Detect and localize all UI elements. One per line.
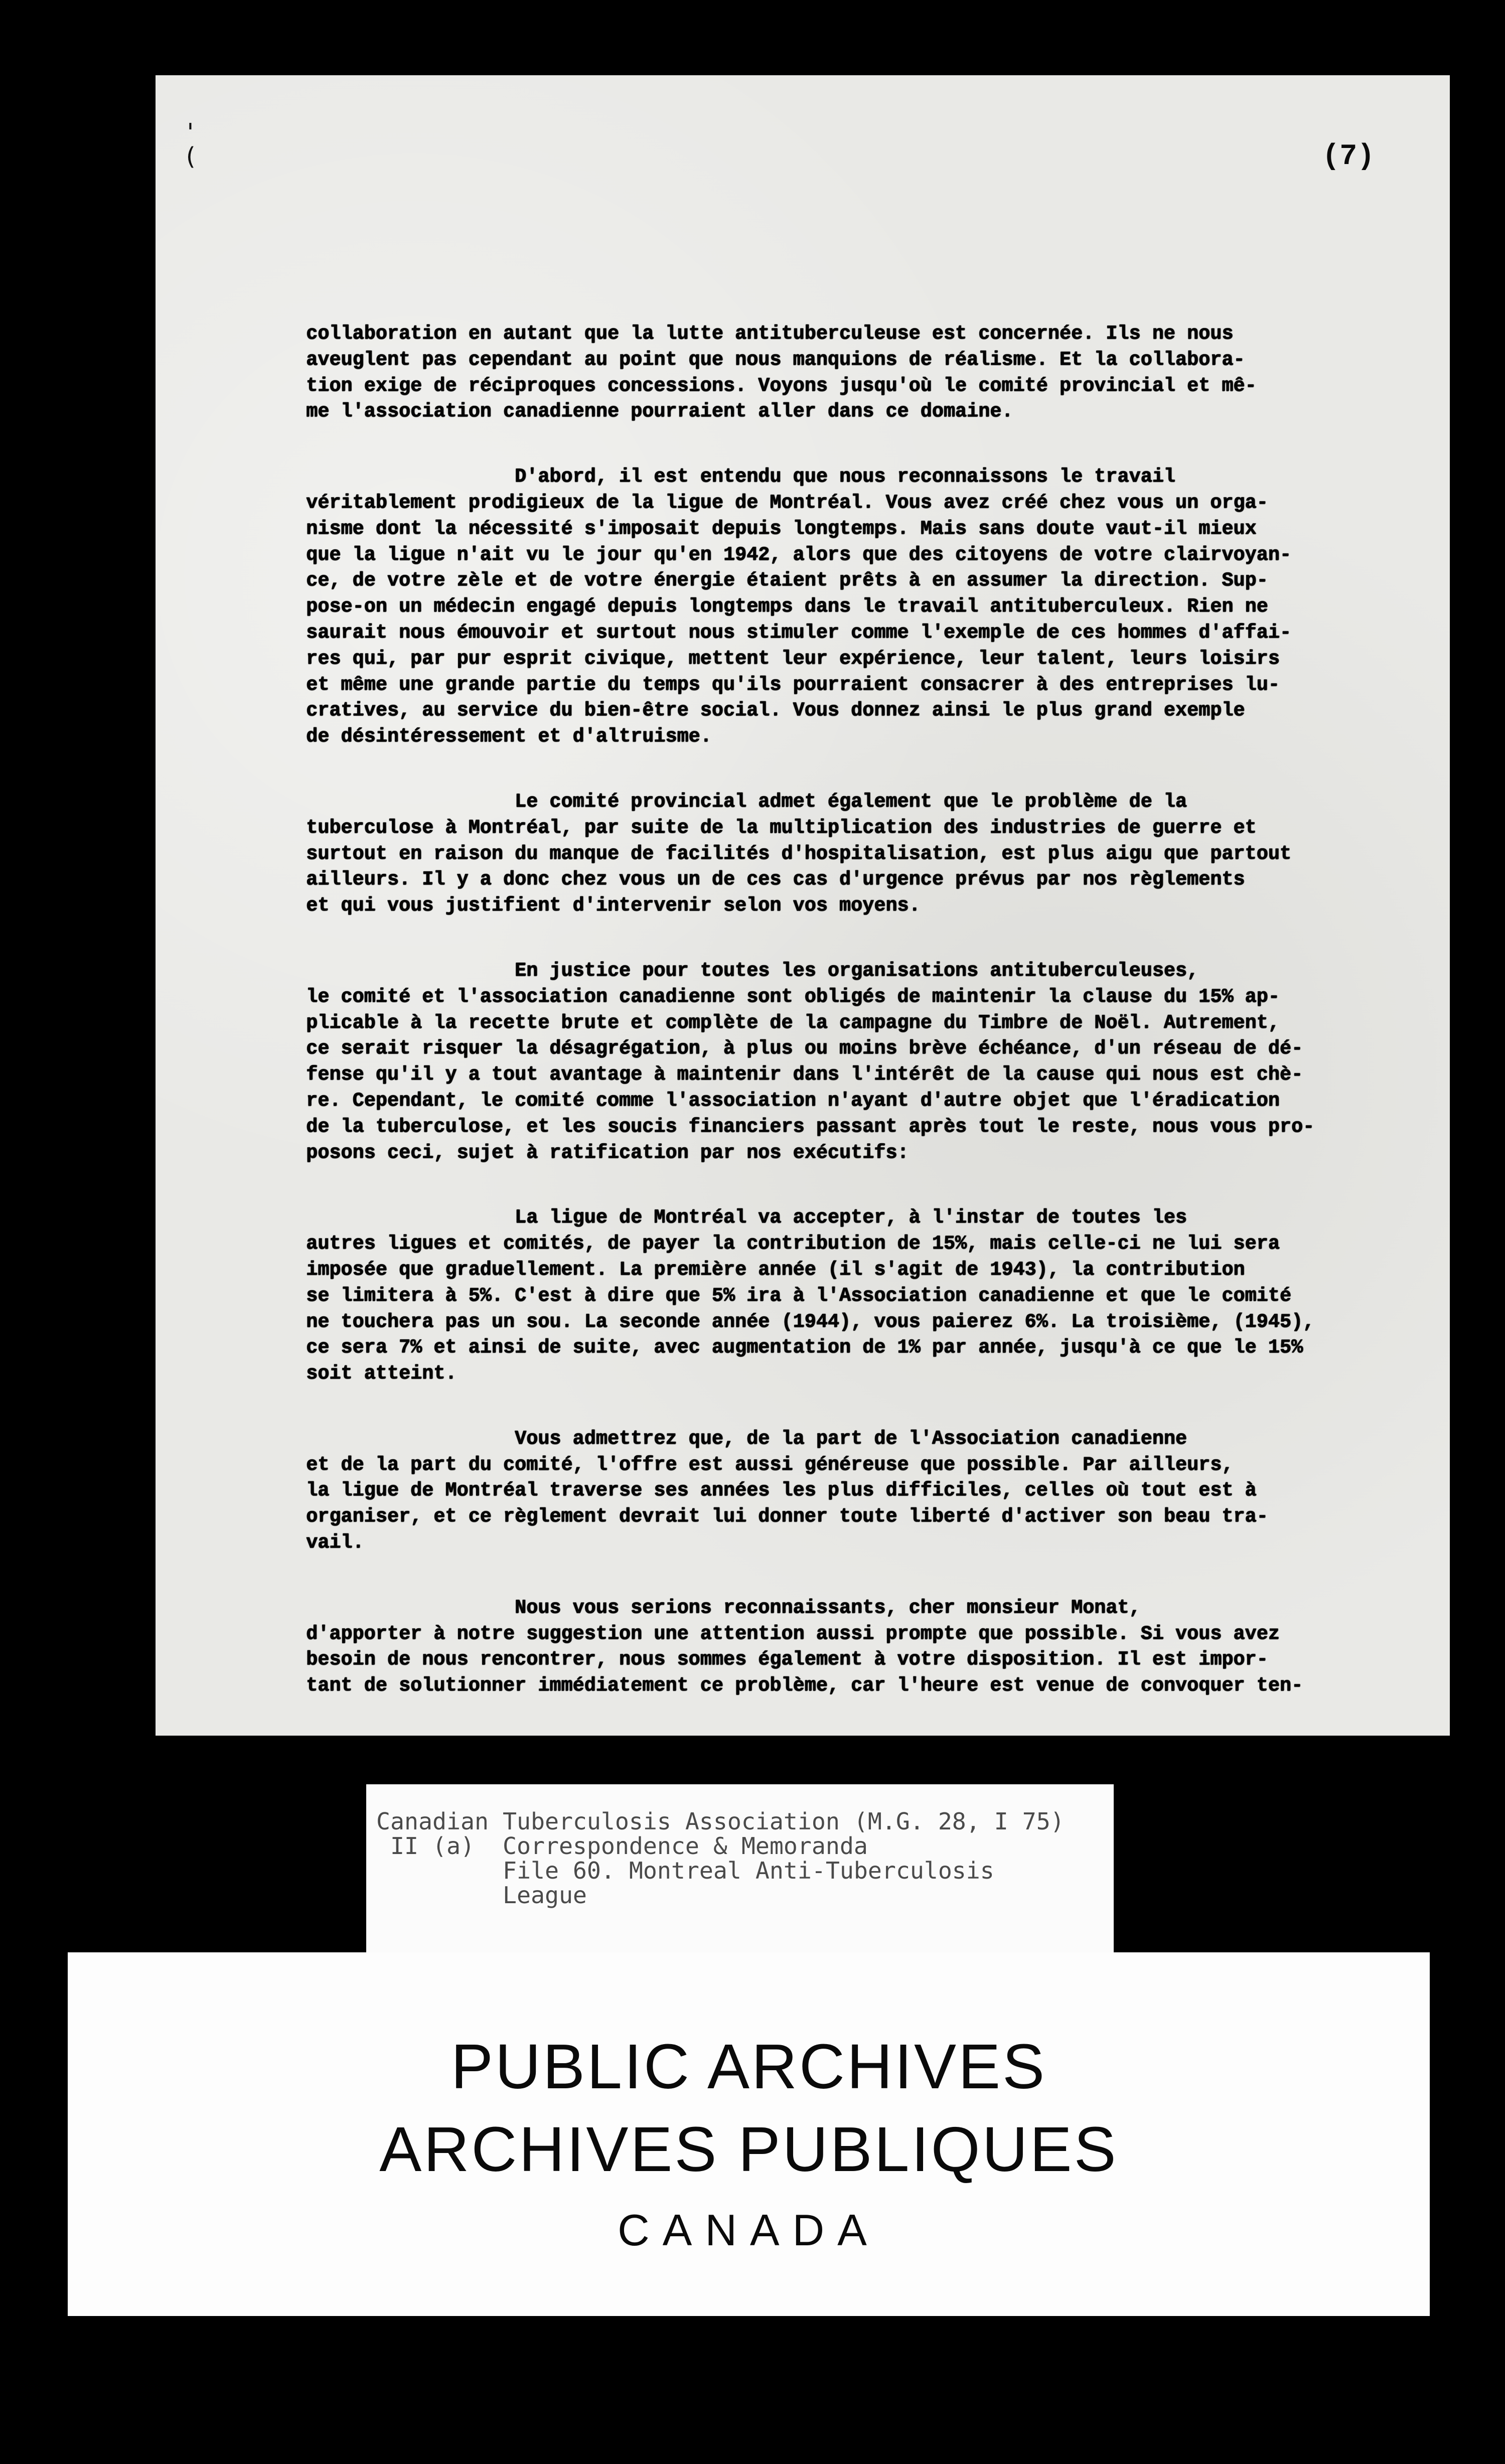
document-page [156, 75, 1450, 1736]
letter-line: ce sera 7% et ainsi de suite, avec augmentation de 1% par année, jusqu'à ce que le 15% [306, 1336, 1303, 1359]
letter-line: et qui vous justifient d'intervenir selon vos moyens. [306, 894, 921, 917]
label-line: File 60. Montreal Anti-Tuberculosis [376, 1857, 994, 1884]
letter-line: collaboration en autant que la lutte antituberculeuse est concernée. Ils ne nous [306, 323, 1234, 345]
letter-line: se limitera à 5%. C'est à dire que 5% ira à l'Association canadienne et que le comité [306, 1284, 1291, 1307]
letter-line: ce, de votre zèle et de votre énergie étaient prêts à en assumer la direction. Sup- [306, 569, 1268, 592]
label-line: Canadian Tuberculosis Association (M.G. 28, I 75) [376, 1808, 1065, 1835]
letter-line: organiser, et ce règlement devrait lui donner toute liberté d'activer son beau tra- [306, 1505, 1268, 1528]
letter-line: de désintéressement et d'altruisme. [306, 725, 712, 748]
letter-line: fense qu'il y a tout avantage à maintenir dans l'intérêt de la cause qui nous est chè- [306, 1063, 1303, 1086]
letter-line: tion exige de réciproques concessions. Voyons jusqu'où le comité provincial et mê- [306, 374, 1257, 397]
corner-mark: ' ( [183, 118, 198, 171]
letter-line: tuberculose à Montréal, par suite de la multiplication des industries de guerre et [306, 816, 1257, 839]
page-number: (7) [1322, 140, 1375, 173]
letter-line: D'abord, il est entendu que nous reconnaissons le travail [306, 466, 1175, 488]
letter-line: que la ligue n'ait vu le jour qu'en 1942, alors que des citoyens de votre clairvoyan- [306, 543, 1291, 566]
letter-line: Le comité provincial admet également que le problème de la [306, 790, 1187, 813]
letter-line: d'apporter à notre suggestion une attention aussi prompte que possible. Si vous avez [306, 1622, 1280, 1645]
paragraph-gap [306, 750, 1370, 789]
letter-line: tant de solutionner immédiatement ce problème, car l'heure est venue de convoquer ten- [306, 1674, 1303, 1697]
letter-line: le comité et l'association canadienne sont obligés de maintenir la clause du 15% ap- [306, 985, 1280, 1008]
paragraph-gap [306, 425, 1370, 464]
letter-line: nisme dont la nécessité s'imposait depuis longtemps. Mais sans doute vaut-il mieux [306, 517, 1257, 540]
letter-line: autres ligues et comités, de payer la contribution de 15%, mais celle-ci ne lui sera [306, 1233, 1280, 1255]
letter-line: me l'association canadienne pourraient aller dans ce domaine. [306, 400, 1013, 423]
paragraph-gap [306, 919, 1370, 958]
letter-line: véritablement prodigieux de la ligue de Montréal. Vous avez créé chez vous un orga- [306, 491, 1268, 514]
letter-line: aveuglent pas cependant au point que nous manquions de réalisme. Et la collabora- [306, 348, 1245, 371]
letter-line: res qui, par pur esprit civique, mettent leur expérience, leur talent, leurs loisirs [306, 647, 1280, 670]
letter-line: plicable à la recette brute et complète de la campagne du Timbre de Noël. Autrement, [306, 1011, 1280, 1034]
typed-letter-body [306, 321, 1370, 1699]
letter-line: vail. [306, 1531, 364, 1554]
archive-file-label [366, 1784, 1114, 1952]
letter-line: surtout en raison du manque de facilités d'hospitalisation, est plus aigu que partout [306, 842, 1291, 865]
banner-french-title: ARCHIVES PUBLIQUES [379, 2114, 1118, 2185]
letter-line: posons ceci, sujet à ratification par nos exécutifs: [306, 1141, 909, 1164]
paragraph-gap [306, 1556, 1370, 1595]
letter-line: besoin de nous rencontrer, nous sommes également à votre disposition. Il est impor- [306, 1648, 1268, 1671]
letter-line: soit atteint. [306, 1362, 457, 1385]
letter-line: et même une grande partie du temps qu'ils pourraient consacrer à des entreprises lu- [306, 673, 1280, 696]
letter-line: ce serait risquer la désagrégation, à plus ou moins brève échéance, d'un réseau de dé- [306, 1037, 1303, 1060]
letter-line: pose-on un médecin engagé depuis longtemps dans le travail antituberculeux. Rien ne [306, 595, 1268, 618]
banner-country: CANADA [618, 2205, 880, 2255]
letter-line: Vous admettrez que, de la part de l'Association canadienne [306, 1427, 1187, 1450]
letter-line: cratives, au service du bien-être social. Vous donnez ainsi le plus grand exemple [306, 699, 1245, 722]
letter-line: Nous vous serions reconnaissants, cher monsieur Monat, [306, 1596, 1141, 1619]
letter-line: ailleurs. Il y a donc chez vous un de ces cas d'urgence prévus par nos règlements [306, 868, 1245, 891]
letter-line: et de la part du comité, l'offre est aussi généreuse que possible. Par ailleurs, [306, 1453, 1234, 1476]
public-archives-banner [68, 1952, 1430, 2316]
letter-line: re. Cependant, le comité comme l'association n'ayant d'autre objet que l'éradication [306, 1089, 1280, 1112]
letter-line: imposée que graduellement. La première année (il s'agit de 1943), la contribution [306, 1258, 1245, 1281]
letter-line: ne touchera pas un sou. La seconde année (1944), vous paierez 6%. La troisième, (1945), [306, 1310, 1315, 1333]
label-line: II (a) Correspondence & Memoranda [376, 1832, 868, 1860]
letter-line: de la tuberculose, et les soucis financiers passant après tout le reste, nous vous pro- [306, 1115, 1315, 1138]
letter-line: la ligue de Montréal traverse ses années les plus difficiles, celles où tout est à [306, 1479, 1257, 1502]
banner-english-title: PUBLIC ARCHIVES [450, 2031, 1047, 2102]
paragraph-gap [306, 1166, 1370, 1205]
letter-line: La ligue de Montréal va accepter, à l'instar de toutes les [306, 1206, 1187, 1229]
paragraph-gap [306, 1387, 1370, 1426]
letter-line: saurait nous émouvoir et surtout nous stimuler comme l'exemple de ces hommes d'affai- [306, 621, 1291, 644]
label-line: League [376, 1882, 587, 1909]
letter-line: En justice pour toutes les organisations antituberculeuses, [306, 959, 1198, 982]
